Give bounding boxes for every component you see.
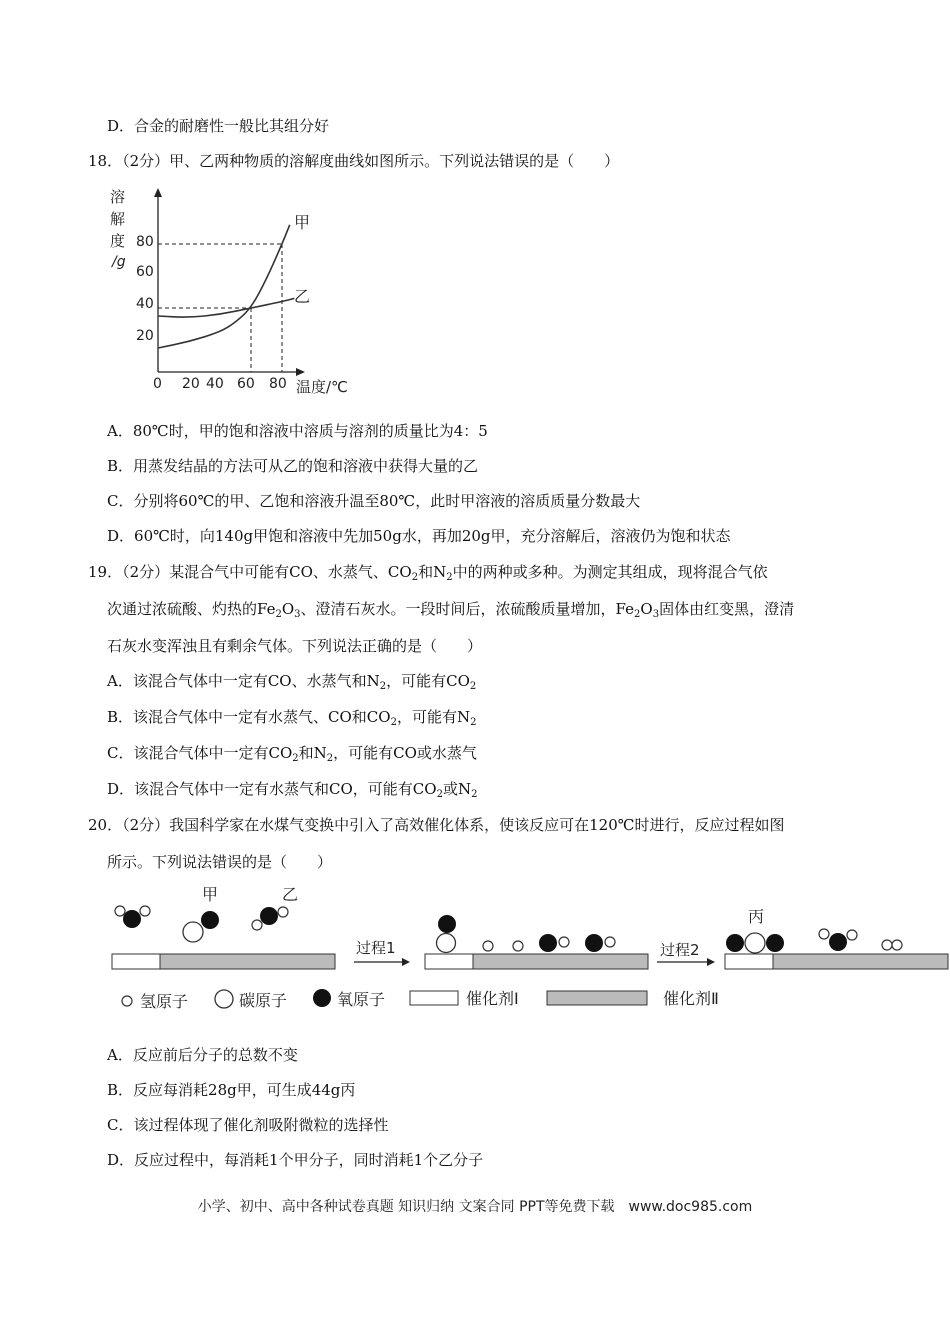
- q20-stem-line2: 所示。下列说法错误的是（ ）: [107, 853, 333, 871]
- x-axis-arrow: [296, 368, 305, 376]
- hydrogen-atom: [115, 906, 125, 916]
- q18-stem: 18．（2分）甲、乙两种物质的溶解度曲线如图所示。下列说法错误的是（ ）: [88, 152, 620, 170]
- legend-oxygen-swatch: [313, 989, 331, 1007]
- catalyst-2-bar: [473, 954, 648, 969]
- y-tick-60: 60: [136, 264, 154, 280]
- y-axis-label-char-1: 溶: [110, 188, 126, 206]
- q19-option-a: A．该混合气体中一定有CO、水蒸气和$N_2$，可能有$CO_2$: [107, 672, 477, 692]
- hydrogen-atom: [892, 940, 902, 950]
- q19-option-b: B．该混合气体中一定有水蒸气、CO和$CO_2$，可能有$N_2$: [107, 708, 477, 728]
- catalyst-1-bar: [112, 954, 160, 969]
- process-2-label: 过程2: [660, 941, 700, 959]
- label-jia: 甲: [202, 885, 219, 904]
- catalyst-1-bar: [425, 954, 473, 969]
- legend-catalyst-2-swatch: [547, 991, 647, 1005]
- q18-option-a: A．80℃时，甲的饱和溶液中溶质与溶剂的质量比为4：5: [107, 422, 488, 440]
- legend-catalyst-2-label: 催化剂Ⅱ: [663, 989, 719, 1008]
- hydrogen-atom: [278, 907, 288, 917]
- series-jia-line: [158, 225, 290, 348]
- q18-option-c: C．分别将60℃的甲、乙饱和溶液升温至80℃，此时甲溶液的溶质质量分数最大: [107, 492, 641, 510]
- oxygen-atom: [766, 934, 784, 952]
- x-tick-40: 40: [206, 376, 224, 392]
- q19-stem-line3: 石灰水变浑浊且有剩余气体。下列说法正确的是（ ）: [107, 637, 483, 655]
- solubility-curve-chart: [100, 182, 360, 402]
- oxygen-atom: [201, 911, 219, 929]
- oxygen-atom: [539, 934, 557, 952]
- legend-catalyst-1-swatch: [410, 991, 458, 1005]
- carbon-atom: [437, 934, 456, 953]
- legend-carbon-label: 碳原子: [239, 991, 288, 1010]
- q19-stem: 19．（2分）某混合气中可能有CO、水蒸气、$CO_2$和$N_2$中的两种或多种。为测定其组成，现将混合气依: [88, 563, 768, 583]
- x-tick-20: 20: [182, 376, 200, 392]
- process-1-arrowhead: [402, 958, 410, 966]
- y-tick-20: 20: [136, 328, 154, 344]
- hydrogen-atom: [513, 941, 523, 951]
- oxygen-atom: [585, 934, 603, 952]
- hydrogen-atom: [605, 937, 615, 947]
- q20-option-c: C．该过程体现了催化剂吸附微粒的选择性: [107, 1116, 389, 1134]
- oxygen-atom: [829, 933, 847, 951]
- x-tick-80: 80: [269, 376, 287, 392]
- q18-option-b: B．用蒸发结晶的方法可从乙的饱和溶液中获得大量的乙: [107, 457, 479, 475]
- q19-option-c: C．该混合气体中一定有$CO_2$和$N_2$，可能有CO或水蒸气: [107, 744, 477, 764]
- q20-option-b: B．反应每消耗28g甲，可生成44g丙: [107, 1081, 356, 1099]
- legend-carbon-swatch: [215, 990, 233, 1008]
- hydrogen-atom: [847, 930, 857, 940]
- q20-option-d: D．反应过程中，每消耗1个甲分子，同时消耗1个乙分子: [107, 1151, 484, 1169]
- hydrogen-atom: [882, 940, 892, 950]
- catalyst-2-bar: [160, 954, 335, 969]
- label-bing: 丙: [748, 907, 765, 926]
- oxygen-atom: [726, 934, 744, 952]
- catalyst-1-bar: [725, 954, 773, 969]
- footer-text: 小学、初中、高中各种试卷真题 知识归纳 文案合同 PPT等免费下载 www.doc985.com: [197, 1199, 753, 1215]
- q17-option-d: D．合金的耐磨性一般比其组分好: [107, 117, 330, 135]
- y-tick-40: 40: [136, 296, 154, 312]
- process-1-label: 过程1: [356, 939, 396, 957]
- hydrogen-atom: [252, 920, 262, 930]
- x-tick-60: 60: [237, 376, 255, 392]
- x-tick-0: 0: [153, 376, 162, 392]
- q20-stem: 20．（2分）我国科学家在水煤气变换中引入了高效催化体系，使该反应可在120℃时进行，反应过程如图: [88, 816, 785, 834]
- q18-option-d: D．60℃时，向140g甲饱和溶液中先加50g水，再加20g甲，充分溶解后，溶液仍为饱和状态: [107, 527, 731, 545]
- q19-stem-line2: 次通过浓硫酸、灼热的$Fe_2O_3$、澄清石灰水。一段时间后，浓硫酸质量增加，$Fe_2O_3$固体由红变黑，澄清: [107, 600, 795, 620]
- label-yi: 乙: [282, 885, 299, 904]
- oxygen-atom: [260, 907, 278, 925]
- legend-catalyst-1-label: 催化剂Ⅰ: [466, 989, 519, 1008]
- legend-hydrogen-label: 氢原子: [140, 992, 189, 1011]
- y-axis-label-char-2: 解: [110, 210, 126, 228]
- legend-hydrogen-swatch: [122, 996, 132, 1006]
- oxygen-atom: [123, 910, 141, 928]
- hydrogen-atom: [140, 906, 150, 916]
- hydrogen-atom: [819, 929, 829, 939]
- catalyst-2-bar: [773, 954, 948, 969]
- hydrogen-atom: [559, 937, 569, 947]
- series-jia-label: 甲: [294, 213, 311, 232]
- y-axis-label-char-3: 度: [110, 232, 126, 250]
- y-axis-arrow: [154, 188, 162, 197]
- legend-oxygen-label: 氧原子: [337, 990, 386, 1009]
- series-yi-label: 乙: [294, 287, 311, 306]
- reaction-process-diagram: [100, 880, 950, 1020]
- x-axis-label: 温度/℃: [296, 378, 348, 396]
- process-2-arrowhead: [707, 958, 715, 966]
- q19-option-d: D．该混合气体中一定有水蒸气和CO，可能有$CO_2$或$N_2$: [107, 780, 478, 800]
- y-axis-label-char-4: /g: [112, 254, 126, 270]
- series-yi-line: [158, 298, 294, 317]
- oxygen-atom: [438, 915, 456, 933]
- y-tick-80: 80: [136, 234, 154, 250]
- hydrogen-atom: [483, 941, 493, 951]
- q20-option-a: A．反应前后分子的总数不变: [107, 1046, 298, 1064]
- carbon-atom: [745, 933, 765, 953]
- carbon-atom: [183, 922, 203, 942]
